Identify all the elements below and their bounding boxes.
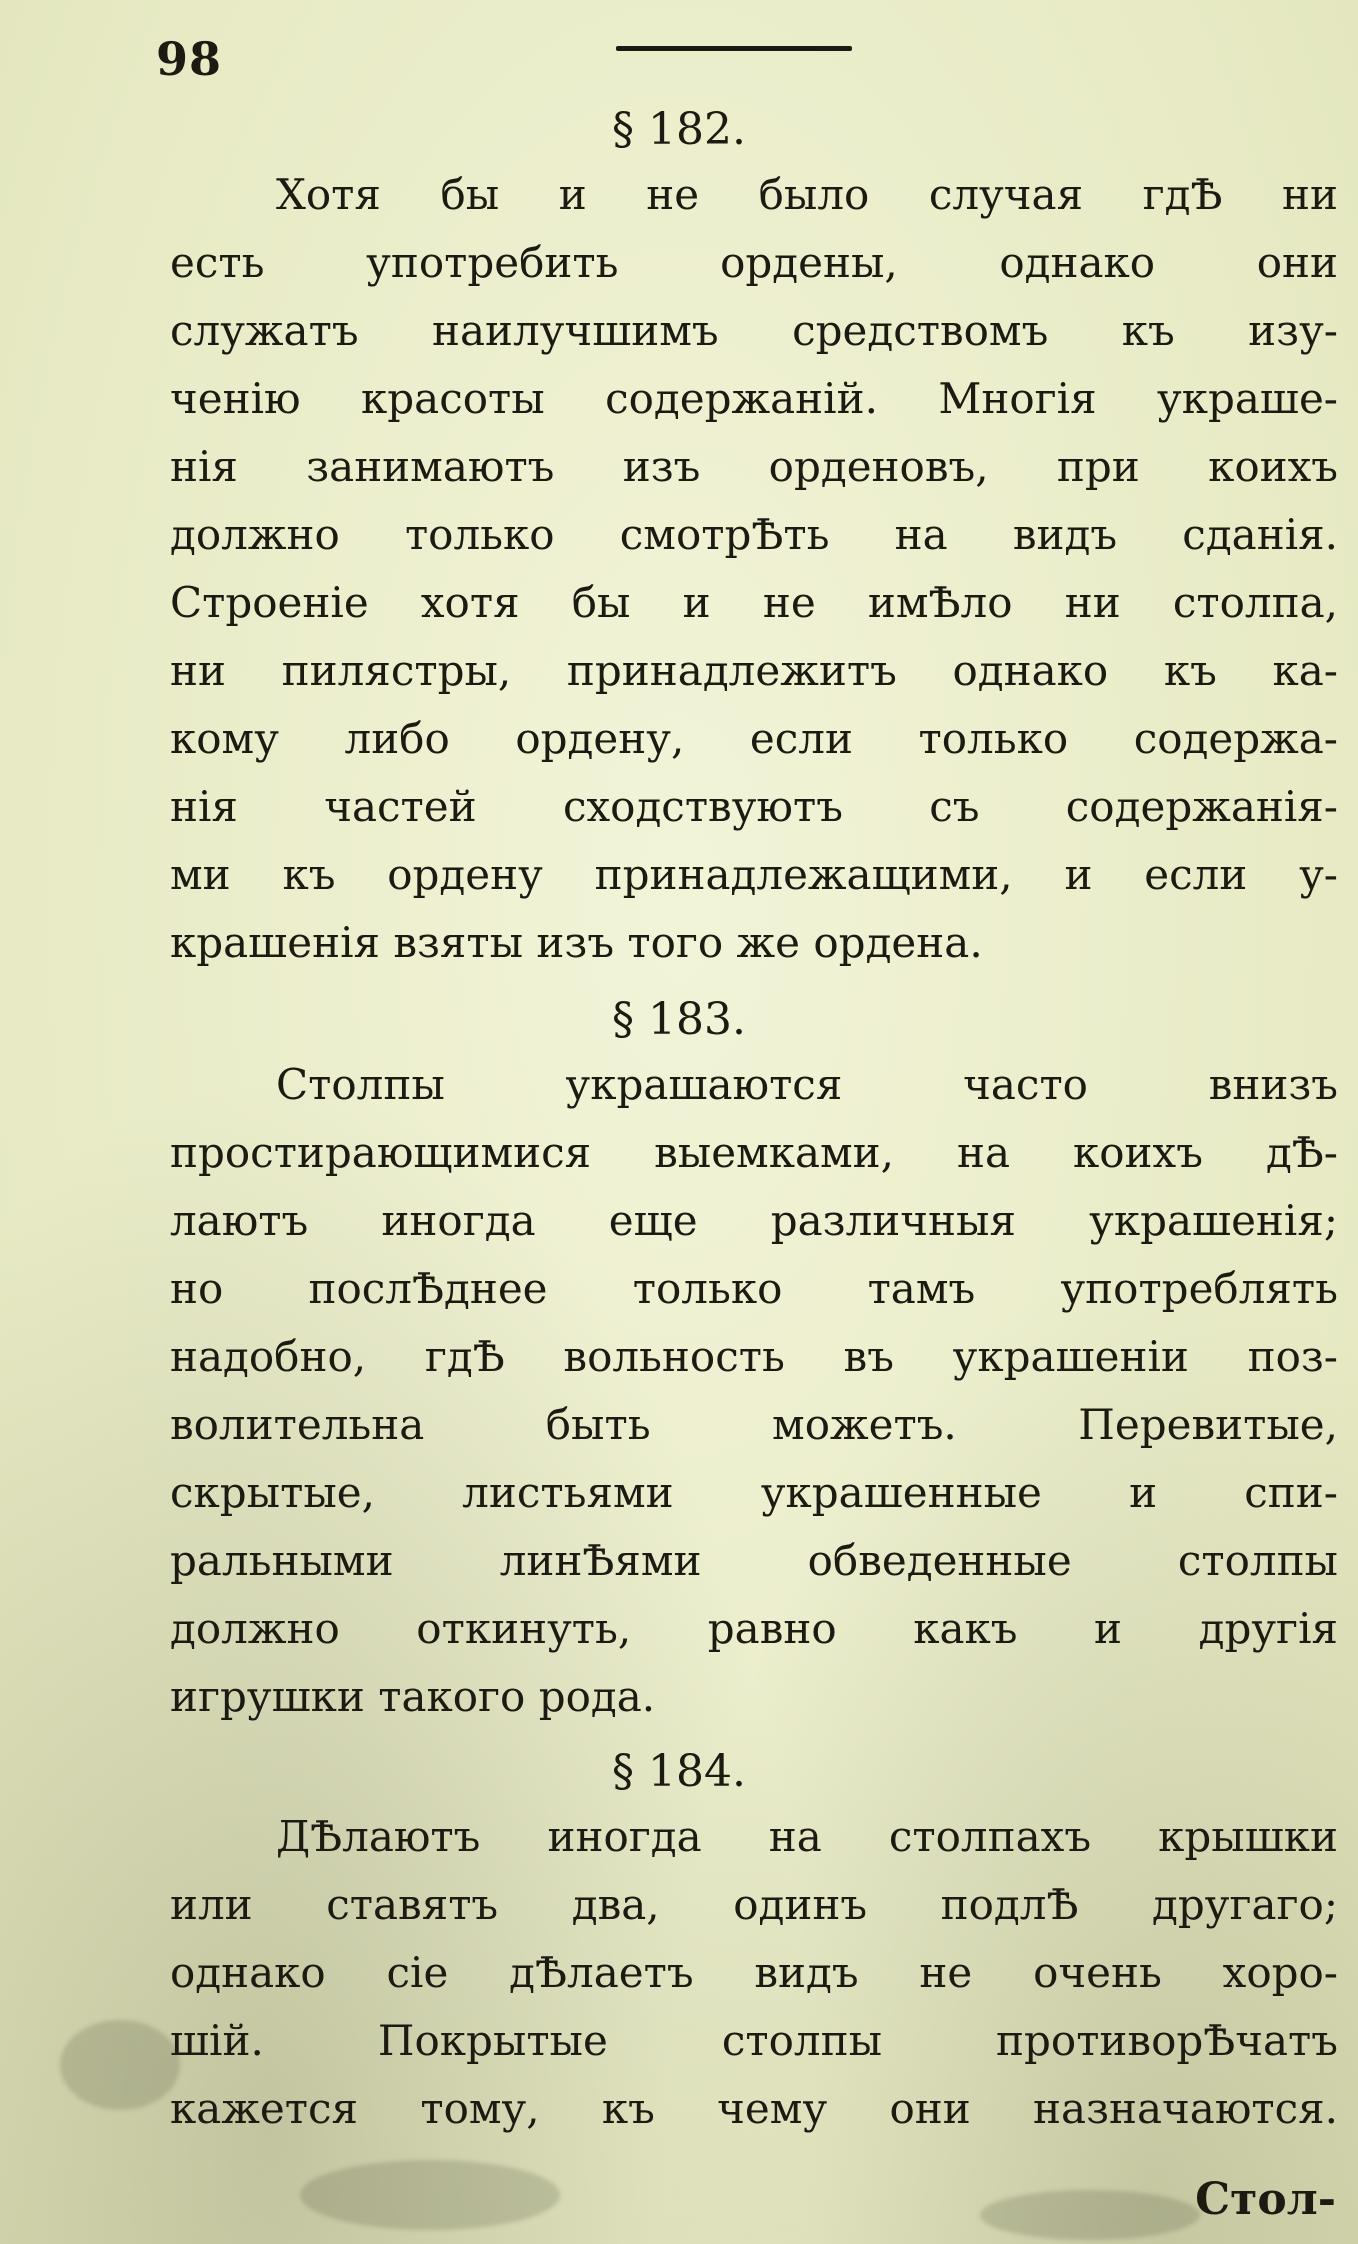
- text-line: крашенія взяты изъ того же ордена.: [170, 918, 983, 967]
- text-line: ни пилястры, принадлежитъ однако къ ка-: [170, 646, 1338, 695]
- text-line: ми къ ордену принадлежащими, и если у-: [170, 850, 1338, 899]
- text-line: ральными линѢями обведенные столпы: [170, 1536, 1338, 1585]
- text-line: Строеніе хотя бы и не имѢло ни столпа,: [170, 578, 1338, 627]
- text-line: скрытые, листьями украшенные и спи-: [170, 1468, 1338, 1517]
- text-line: простирающимися выемками, на коихъ дѢ-: [170, 1128, 1338, 1177]
- text-line: шій. Покрытые столпы противорѢчатъ: [170, 2016, 1338, 2065]
- text-line: но послѢднее только тамъ употреблять: [170, 1264, 1338, 1313]
- text-line: служатъ наилучшимъ средствомъ къ изу-: [170, 306, 1338, 355]
- catchword: Стол-: [1195, 2174, 1336, 2225]
- text-line: однако сіе дѢлаетъ видъ не очень хоро-: [170, 1948, 1338, 1997]
- text-line: должно откинуть, равно какъ и другія: [170, 1604, 1338, 1653]
- text-line: ченію красоты содержаній. Многія украше-: [170, 374, 1338, 423]
- text-line: кажется тому, къ чему они назначаются.: [170, 2084, 1338, 2133]
- text-line: нія частей сходствуютъ съ содержанія-: [170, 782, 1338, 831]
- text-line: ДѢлаютъ иногда на столпахъ крышки: [276, 1812, 1338, 1861]
- header-rule: [616, 46, 852, 51]
- page-number: 98: [156, 32, 223, 86]
- text-line: Столпы украшаются часто внизъ: [276, 1060, 1338, 1109]
- text-line: игрушки такого рода.: [170, 1672, 656, 1721]
- text-line: нія занимаютъ изъ орденовъ, при коихъ: [170, 442, 1338, 491]
- paper-stain: [300, 2160, 560, 2230]
- section-heading-182: § 182.: [612, 104, 746, 155]
- paper-stain: [60, 2020, 180, 2110]
- paper-stain: [980, 2190, 1200, 2240]
- text-line: кому либо ордену, если только содержа-: [170, 714, 1338, 763]
- text-line: волительна быть можетъ. Перевитые,: [170, 1400, 1338, 1449]
- text-line: надобно, гдѢ вольность въ украшеніи поз-: [170, 1332, 1338, 1381]
- text-line: или ставятъ два, одинъ подлѢ другаго;: [170, 1880, 1338, 1929]
- text-line: лаютъ иногда еще различныя украшенія;: [170, 1196, 1338, 1245]
- text-line: Хотя бы и не было случая гдѢ ни: [276, 170, 1338, 219]
- section-heading-183: § 183.: [612, 994, 746, 1045]
- text-line: есть употребить ордены, однако они: [170, 238, 1338, 287]
- text-line: должно только смотрѢть на видъ сданія.: [170, 510, 1338, 559]
- section-heading-184: § 184.: [612, 1746, 746, 1797]
